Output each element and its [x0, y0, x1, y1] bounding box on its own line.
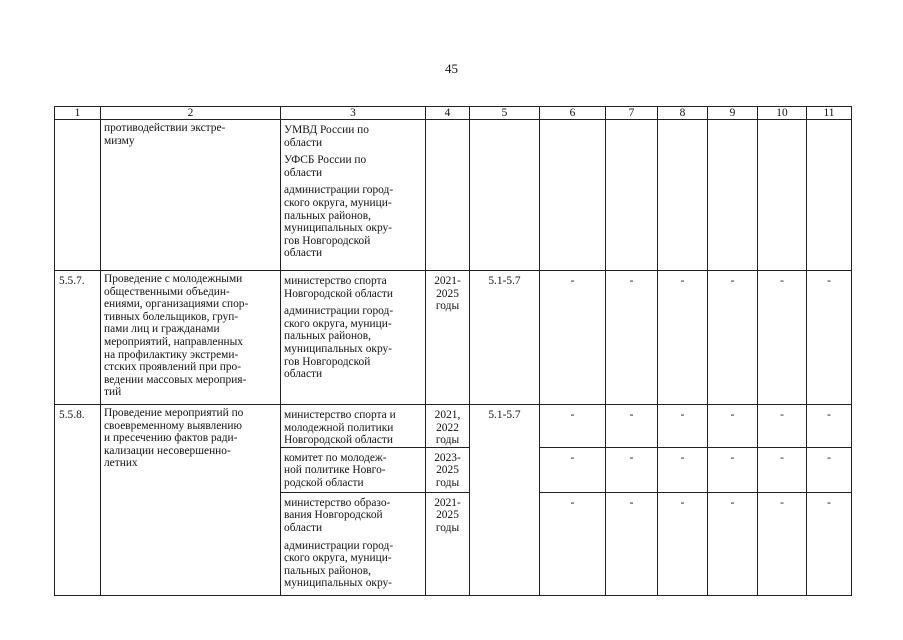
value-cell: - [708, 271, 758, 405]
value-cell [540, 120, 606, 271]
row-number [55, 120, 101, 271]
value-cell: - [540, 271, 606, 405]
value-cell: - [758, 271, 807, 405]
value-cell: - [658, 447, 708, 492]
value-cell: - [540, 405, 606, 448]
column-header: 4 [426, 107, 470, 120]
value-cell: - [807, 271, 852, 405]
row-number: 5.5.7. [55, 271, 101, 405]
value-cell: - [807, 492, 852, 595]
value-cell: - [807, 405, 852, 448]
activity-name: противодействии экстре- мизму [101, 120, 281, 271]
indicators: 5.1-5.7 [470, 271, 540, 405]
table-row [55, 271, 852, 405]
value-cell [606, 120, 658, 271]
value-cell: - [758, 492, 807, 595]
table-row [55, 405, 852, 448]
page-number: 45 [445, 61, 458, 76]
value-cell: - [658, 492, 708, 595]
column-header: 5 [470, 107, 540, 120]
executor: администрации город- ского округа, муници- пальных районов, муниципальных окру- гов Новгородской области [284, 184, 394, 260]
value-cell: - [606, 492, 658, 595]
column-header: 3 [281, 107, 426, 120]
column-header: 2 [101, 107, 281, 120]
executors [281, 447, 426, 492]
executor: администрации город- ского округа, муници- пальных районов, муниципальных окру- [284, 539, 394, 590]
value-cell: - [540, 492, 606, 595]
executor: министерство образо- вания Новгородской области [284, 496, 391, 534]
executors [281, 271, 426, 405]
value-cell: - [807, 447, 852, 492]
value-cell: - [606, 271, 658, 405]
value-cell: - [708, 492, 758, 595]
value-cell [807, 120, 852, 271]
row-number: 5.5.8. [55, 405, 101, 596]
period: 2021- 2025 годы [426, 271, 470, 405]
column-header: 10 [758, 107, 807, 120]
value-cell: - [708, 405, 758, 448]
period [426, 120, 470, 271]
column-header: 9 [708, 107, 758, 120]
column-header: 1 [55, 107, 101, 120]
column-header-row [55, 107, 852, 120]
value-cell: - [758, 447, 807, 492]
period: 2021- 2025 годы [426, 492, 470, 595]
value-cell: - [606, 447, 658, 492]
indicators: 5.1-5.7 [470, 405, 540, 596]
value-cell [758, 120, 807, 271]
value-cell: - [708, 447, 758, 492]
program-table [54, 106, 852, 596]
value-cell [658, 120, 708, 271]
executor: комитет по молодеж- ной политике Новго- родской области [284, 451, 387, 489]
value-cell [708, 120, 758, 271]
executors [281, 405, 426, 448]
executors [281, 120, 426, 271]
executor: администрации город- ского округа, муници- пальных районов, муниципальных окру- гов Новгородской области [284, 305, 394, 381]
column-header: 11 [807, 107, 852, 120]
value-cell: - [540, 447, 606, 492]
table-row [55, 120, 852, 271]
executors [281, 492, 426, 595]
column-header: 6 [540, 107, 606, 120]
activity-name: Проведение мероприятий по своевременному выявлению и пресечению фактов ради- кализации несовершенно- летних [101, 405, 281, 596]
indicators [470, 120, 540, 271]
executor: УМВД России по области [284, 124, 369, 149]
period: 2023- 2025 годы [426, 447, 470, 492]
value-cell: - [658, 405, 708, 448]
column-header: 8 [658, 107, 708, 120]
executor: министерство спорта и молодежной политики Новгородской области [284, 409, 396, 447]
value-cell: - [606, 405, 658, 448]
period: 2021, 2022 годы [426, 405, 470, 448]
executor: министерство спорта Новгородской области [284, 275, 393, 300]
column-header: 7 [606, 107, 658, 120]
value-cell: - [758, 405, 807, 448]
value-cell: - [658, 271, 708, 405]
executor: УФСБ России по области [284, 154, 367, 179]
activity-name: Проведение с молодежными общественными объедин- ениями, организациями спор- тивных болельщиков, груп- пами лиц и гражданами мероприятий, направленных на профилактику экстреми- стских проявлений при про- ведении массовых мероприя- тий [101, 271, 281, 405]
